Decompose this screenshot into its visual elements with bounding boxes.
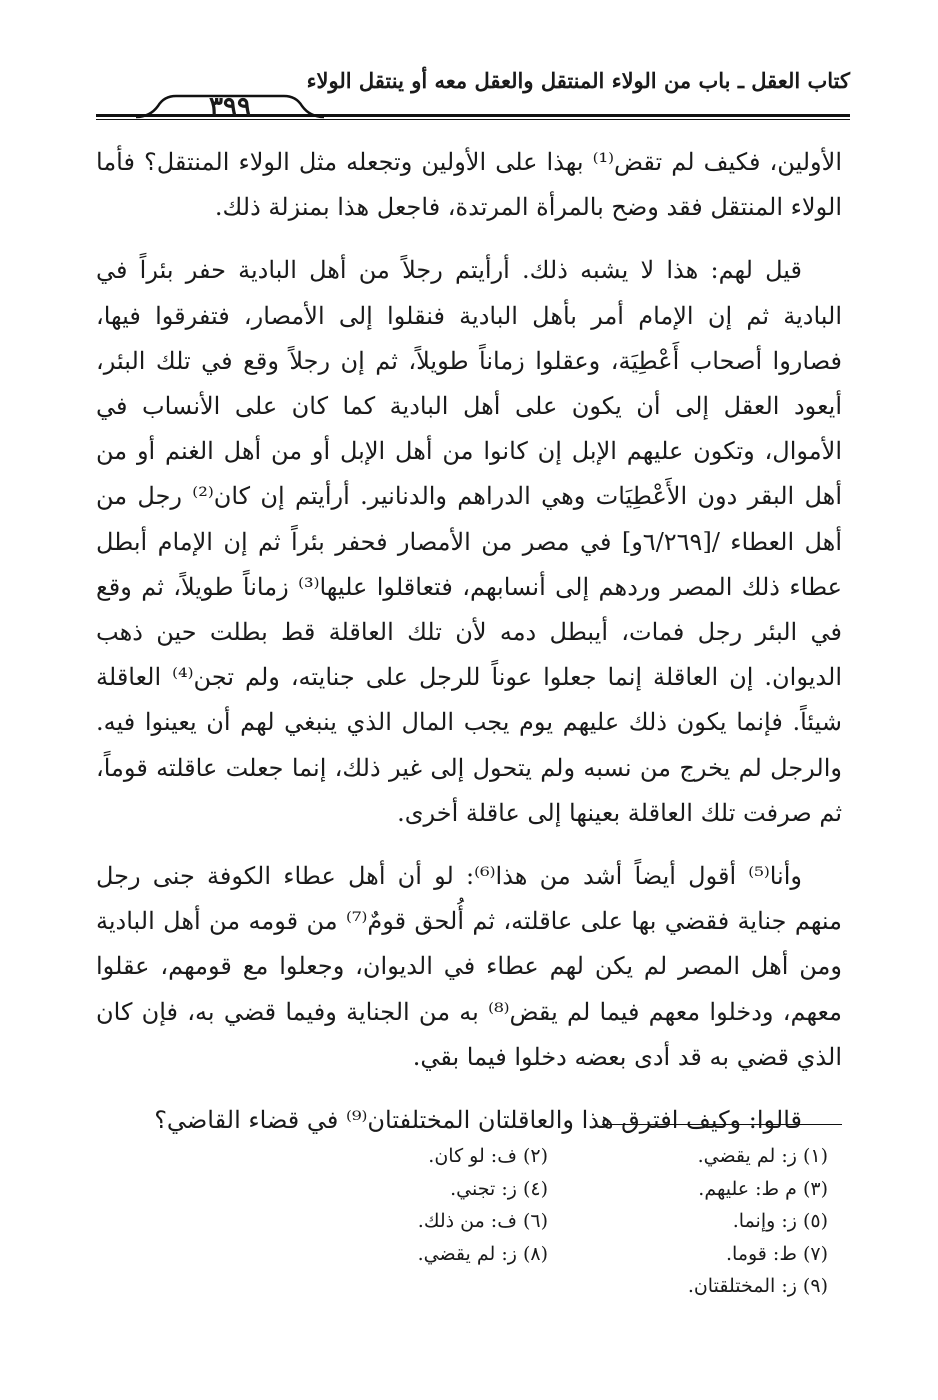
paragraph: الأولين، فكيف لم تقض⁽¹⁾ بهذا على الأولين وتجعله مثل الولاء المنتقل؟ فأما الولاء المنتقل فقد وضح بالمرأة المرتدة، فاجعل هذا بمنزلة ذلك. <box>96 148 842 222</box>
main-text <box>96 140 842 1143</box>
footnotes-column-right <box>578 1140 828 1303</box>
footnote: (٢) ف: لو كان. <box>428 1145 548 1167</box>
chapter-title: كتاب العقل ـ باب من الولاء المنتقل والعقل معه أو ينتقل الولاء <box>306 68 850 93</box>
footnote: (٤) ز: تجني. <box>450 1177 548 1200</box>
paragraph: قالوا: وكيف افترق هذا والعاقلتان المختلفتان⁽⁹⁾ في قضاء القاضي؟ <box>154 1106 802 1135</box>
page-number: ٣٩٩ <box>209 92 251 122</box>
running-header <box>96 58 850 130</box>
footnotes-column-left <box>288 1140 548 1270</box>
footnote: (٦) ف: من ذلك. <box>417 1210 548 1232</box>
page-number-frame <box>130 86 330 130</box>
footnote: (٩) ز: المختلقتان. <box>687 1275 828 1297</box>
footnote: (٨) ز: لم يقضي. <box>417 1242 548 1265</box>
paragraph: وأنا⁽⁵⁾ أقول أيضاً أشد من هذا⁽⁶⁾: لو أن أهل عطاء الكوفة جنى رجل منهم جناية فقضي بها على عاقلته، ثم أُلحق قومٌ⁽⁷⁾ من قومه من أهل البادية ومن أهل المصر لم يكن لهم عطاء في الديوان، وجعلوا مع قومهم، عقلوا معهم، ودخلوا معهم فيما لم يقض⁽⁸⁾ به من الجناية وفيما قضي به، فإن كان الذي قضي به قد أدى بعضه دخلوا فيما بقي. <box>96 862 843 1071</box>
paragraph: قيل لهم: هذا لا يشبه ذلك. أرأيتم رجلاً من أهل البادية حفر بئراً في البادية ثم إن الإمام أمر بأهل البادية فنقلوا إلى الأمصار، فتفرقوا فيها، فصاروا أصحاب أَعْطِيَة، وعقلوا زماناً طويلاً، ثم إن رجلاً وقع في تلك البئر، أيعود العقل إلى أن يكون على أهل البادية كما كان على الأنساب في الأموال، وتكون عليهم الإبل إن كانوا من أهل الإبل أو من أهل الغنم أو من أهل البقر دون الأَعْطِيَات وهي الدراهم والدنانير. أرأيتم إن كان⁽²⁾ رجل من أهل العطاء /[٦/٢٦٩و] في مصر من الأمصار فحفر بئراً ثم إن الإمام أبطل عطاء ذلك المصر وردهم إلى أنسابهم، فتعاقلوا عليها⁽³⁾ زماناً طويلاً، ثم وقع في البئر رجل فمات، أيبطل دمه لأن تلك العاقلة قط بطلت حين ذهب الديوان. إن العاقلة إنما جعلوا عوناً للرجل على جنايته، ولم تجن⁽⁴⁾ العاقلة شيئاً. فإنما يكون ذلك عليهم يوم يجب المال الذي ينبغي لهم أن يعينوا فيه. والرجل لم يخرج من نسبه ولم يتحول إلى غير ذلك، إنما جعلت عاقلته قوماً، ثم صرفت تلك العاقلة بعينها إلى عاقلة أخرى. <box>96 256 843 827</box>
footnote: (٣) م ط: عليهم. <box>698 1177 828 1200</box>
footnote: (٧) ط: قوما. <box>725 1242 828 1265</box>
footnote: (٥) ز: وإنما. <box>732 1210 828 1232</box>
footnote-separator <box>602 1124 842 1125</box>
footnote: (١) ز: لم يقضي. <box>697 1145 828 1167</box>
